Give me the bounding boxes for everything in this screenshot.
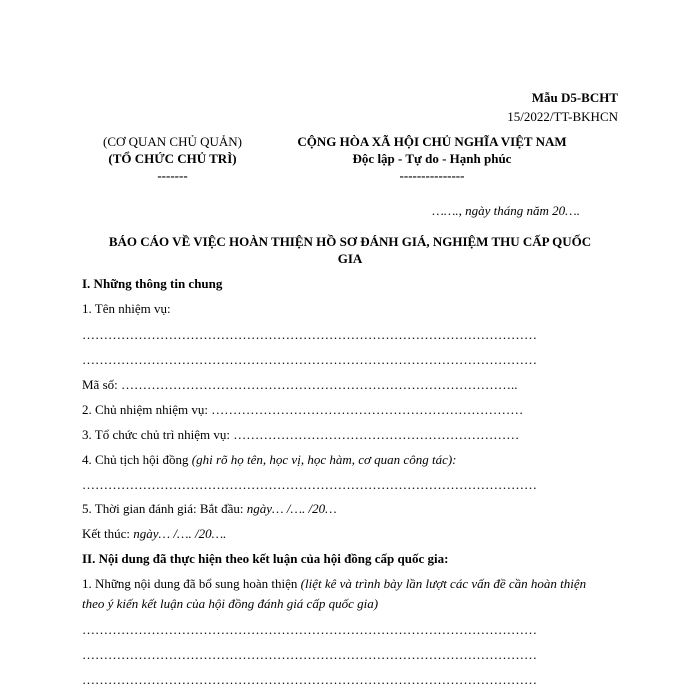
item1-label: 1. Những nội dung đã bổ sung hoàn thiện [82,576,298,591]
org-label: 3. Tổ chức chủ trì nhiệm vụ: [82,427,230,442]
leader-row [82,402,523,418]
agency-rule: ------- [157,168,188,183]
eval-end-value: ngày… /…. /20…. [133,526,227,541]
org-row [82,427,519,443]
chair-note: (ghi rõ họ tên, học vị, học hàm, cơ quan công tác): [191,452,457,467]
report-title-line2: GIA [337,251,363,266]
report-title-line1: BÁO CÁO VỀ VIỆC HOÀN THIỆN HỒ SƠ ĐÁNH GIÁ, NGHIỆM THU CẤP QUỐC [108,234,592,249]
task-name-dots-2: …………………………………………………………………………………………… [82,352,537,367]
chair-row [82,452,457,468]
eval-start-label: 5. Thời gian đánh giá: Bắt đầu: [82,501,244,516]
item1-note-b: theo ý kiến kết luận của hội đồng đánh giá cấp quốc gia) [82,596,379,611]
item1-dots-2: …………………………………………………………………………………………… [82,647,537,662]
motto-rule: --------------- [399,168,465,183]
org-dots: ………………………………………………………… [233,427,520,442]
chair-label: 4. Chủ tịch hội đồng [82,452,189,467]
chair-dots: …………………………………………………………………………………………… [82,477,537,492]
leader-label: 2. Chủ nhiệm nhiệm vụ: [82,402,209,417]
code-label: Mã số: [82,377,118,392]
report-title [82,233,618,267]
item1-note-a: (liệt kê và trình bày lần lượt các vấn đề cần hoàn thiện [300,576,587,591]
leader-dots: ……………………………………………………………… [211,402,524,417]
section2-heading: II. Nội dung đã thực hiện theo kết luận của hội đồng cấp quốc gia: [82,551,449,566]
eval-start-value: ngày… /…. /20… [246,501,337,516]
circular-number: 15/2022/TT-BKHCN [507,109,618,124]
eval-end-label: Kết thúc: [82,526,131,541]
national-motto: Độc lập - Tự do - Hạnh phúc [352,151,512,166]
eval-start-row [82,501,337,517]
national-title: CỘNG HÒA XÃ HỘI CHỦ NGHĨA VIỆT NAM [297,134,567,149]
task-name-dots-1: …………………………………………………………………………………………… [82,327,537,342]
form-code: Mẫu D5-BCHT [531,90,618,105]
host-organization: (TỔ CHỨC CHỦ TRÌ) [108,151,237,166]
item1-dots-1: …………………………………………………………………………………………… [82,622,537,637]
section1-heading: I. Những thông tin chung [82,276,223,291]
national-header [272,134,592,184]
date-line: ……., ngày tháng năm 20…. [432,203,580,218]
code-dots: ……………………………………………………………………………….. [121,377,518,392]
agency-header [80,134,265,184]
item1-dots-3: …………………………………………………………………………………………… [82,672,537,687]
eval-end-row [82,526,226,542]
item1-row [82,576,586,592]
code-row [82,377,518,393]
governing-agency: (CƠ QUAN CHỦ QUẢN) [102,134,243,149]
task-name-label: 1. Tên nhiệm vụ: [82,301,171,316]
